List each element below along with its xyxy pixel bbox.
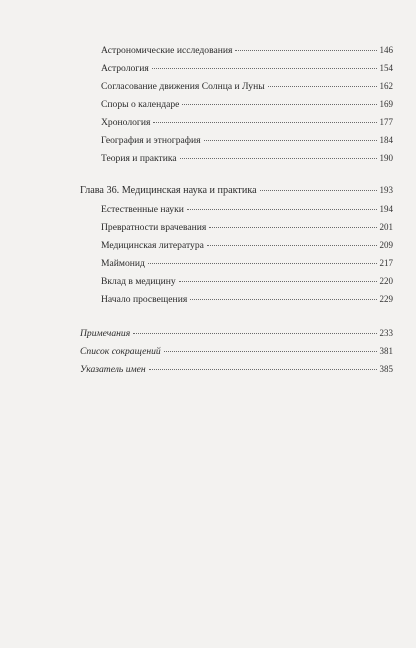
toc-entry-title: Медицинская литература: [101, 240, 204, 251]
dot-leader: [260, 190, 377, 191]
toc-entry[interactable]: [101, 98, 393, 110]
toc-entry[interactable]: [101, 275, 393, 287]
toc-entry-page: 217: [379, 258, 393, 268]
toc-chapter-36[interactable]: [80, 184, 393, 196]
dot-leader: [268, 86, 377, 87]
toc-entry-title: Превратности врачевания: [101, 222, 207, 233]
toc-entry-page: 177: [379, 117, 393, 127]
toc-entry[interactable]: [101, 80, 393, 92]
toc-entry[interactable]: [101, 116, 393, 128]
toc-notes[interactable]: [80, 327, 393, 339]
dot-leader: [149, 369, 377, 370]
back-matter-title: Указатель имен: [80, 364, 146, 375]
dot-leader: [209, 227, 376, 228]
toc-entry-page: 220: [379, 276, 393, 286]
dot-leader: [235, 50, 376, 51]
dot-leader: [179, 281, 377, 282]
dot-leader: [152, 68, 377, 69]
toc-entry-page: 194: [379, 204, 393, 214]
dot-leader: [187, 209, 377, 210]
toc-entry[interactable]: [101, 257, 393, 269]
toc-entry-page: 184: [379, 135, 393, 145]
toc-entry-page: 209: [379, 240, 393, 250]
dot-leader: [182, 104, 376, 105]
toc-entry[interactable]: [101, 44, 393, 56]
back-matter-title: Примечания: [80, 328, 131, 339]
toc-entry-page: 169: [379, 99, 393, 109]
toc-name-index[interactable]: [80, 363, 393, 375]
toc-entry-title: Споры о календаре: [101, 99, 180, 110]
toc-entry-title: Астрономические исследования: [101, 45, 233, 56]
toc-entry[interactable]: [101, 134, 393, 146]
toc-entry-page: 190: [379, 153, 393, 163]
toc-entry[interactable]: [101, 152, 393, 164]
toc-entry-title: Хронология: [101, 117, 151, 128]
dot-leader: [153, 122, 376, 123]
back-matter-title: Список сокращений: [80, 346, 161, 357]
dot-leader: [133, 333, 376, 334]
toc-entry-title: Астрология: [101, 63, 149, 74]
toc-entry-page: 146: [379, 45, 393, 55]
back-matter-page: 385: [379, 364, 393, 374]
toc-entry-title: География и этнография: [101, 135, 201, 146]
toc-entry[interactable]: [101, 239, 393, 251]
toc-entry[interactable]: [101, 221, 393, 233]
dot-leader: [190, 299, 376, 300]
dot-leader: [164, 351, 377, 352]
chapter-title: Глава 36. Медицинская наука и практика: [80, 185, 257, 196]
chapter-page: 193: [379, 185, 393, 195]
toc-entry-title: Начало просвещения: [101, 294, 188, 305]
toc-entry-page: 154: [379, 63, 393, 73]
toc-entry-page: 162: [379, 81, 393, 91]
toc-entry-title: Маймонид: [101, 258, 145, 269]
dot-leader: [204, 140, 377, 141]
toc-entry[interactable]: [101, 293, 393, 305]
dot-leader: [180, 158, 377, 159]
back-matter-page: 233: [379, 328, 393, 338]
toc-entry-title: Вклад в медицину: [101, 276, 176, 287]
dot-leader: [148, 263, 377, 264]
back-matter-page: 381: [379, 346, 393, 356]
dot-leader: [207, 245, 377, 246]
toc-entry[interactable]: [101, 203, 393, 215]
toc-entry[interactable]: [101, 62, 393, 74]
toc-entry-page: 229: [379, 294, 393, 304]
toc-entry-title: Теория и практика: [101, 153, 177, 164]
toc-abbreviations[interactable]: [80, 345, 393, 357]
toc-entry-title: Естественные науки: [101, 204, 184, 215]
toc-entry-page: 201: [379, 222, 393, 232]
toc-entry-title: Согласование движения Солнца и Луны: [101, 81, 265, 92]
